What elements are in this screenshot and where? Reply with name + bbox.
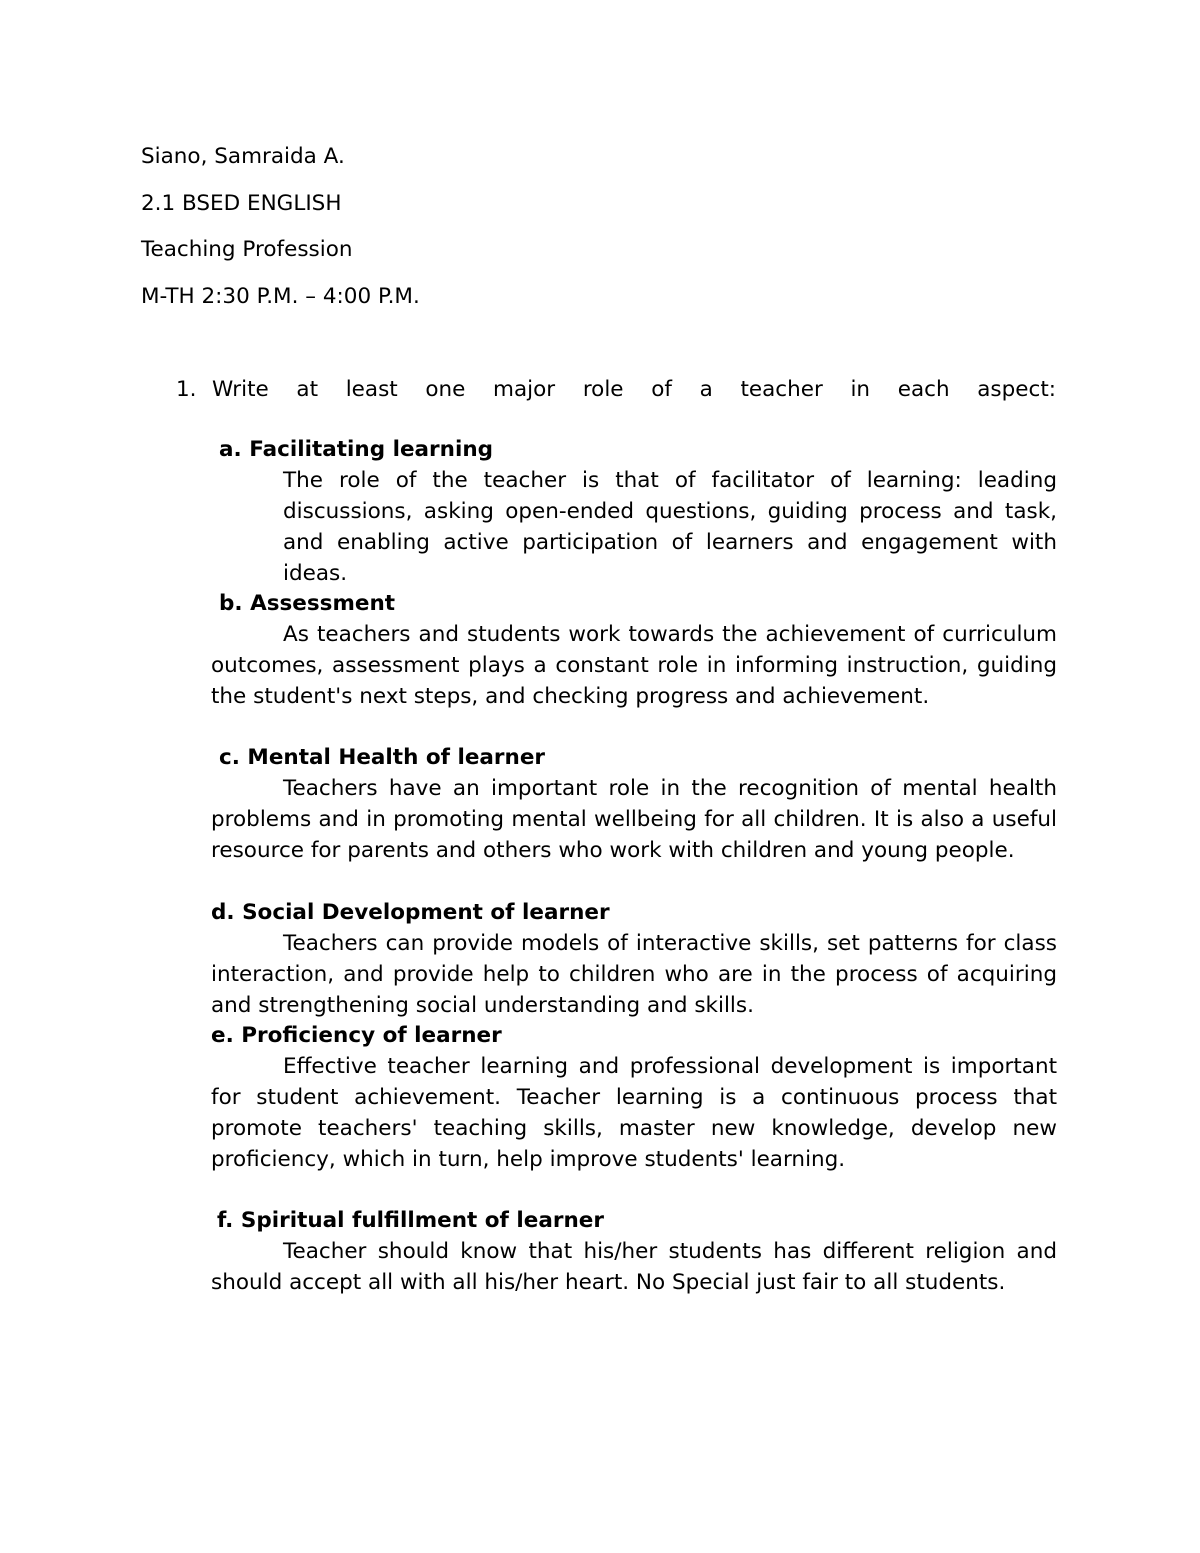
section-title: Assessment <box>250 591 396 616</box>
section-heading <box>211 1020 1057 1051</box>
section-spiritual-fulfillment <box>211 1205 1057 1298</box>
section-text: Teacher should know that his/her students has different religion and should accept all with all his/her heart. No Special just fair to all students. <box>211 1239 1057 1295</box>
section-heading <box>211 588 1057 619</box>
section-title: Spiritual fulfillment of learner <box>240 1208 604 1233</box>
section-text: Teachers have an important role in the recognition of mental health problems and in promoting mental wellbeing for all children. It is also a useful resource for parents and others who work with children and young people. <box>211 776 1057 863</box>
section-letter: c. <box>219 745 240 770</box>
question-number: 1. <box>176 377 197 402</box>
section-assessment <box>211 588 1057 712</box>
section-proficiency <box>211 1020 1057 1175</box>
section-mental-health <box>211 742 1057 866</box>
question-text: Write at least one major role of a teacher in each aspect: <box>212 377 1056 402</box>
section-facilitating-learning <box>211 434 1057 589</box>
section-letter: e. <box>211 1023 234 1048</box>
section-letter: f. <box>217 1208 234 1233</box>
section-text: The role of the teacher is that of facilitator of learning: leading discussions, asking open-ended questions, guiding process and task, and enabling active participation of learners and engagement with ideas. <box>283 468 1057 586</box>
section-heading <box>211 897 1057 928</box>
section-letter: b. <box>219 591 243 616</box>
subject-label: Teaching Profession <box>141 237 353 262</box>
section-letter: a. <box>219 437 242 462</box>
section-letter: d. <box>211 900 235 925</box>
section-title: Proficiency of learner <box>241 1023 502 1048</box>
section-text: Effective teacher learning and professional development is important for student achievement. Teacher learning is a continuous process that promote teachers' teaching skills, master new knowledge, develop new proficiency, which in turn, help improve students' learning. <box>211 1054 1057 1172</box>
section-text: As teachers and students work towards the achievement of curriculum outcomes, assessment plays a constant role in informing instruction, guiding the student's next steps, and checking progress and achievement. <box>211 622 1057 709</box>
section-heading <box>211 742 1057 773</box>
section-title: Facilitating learning <box>249 437 494 462</box>
section-heading <box>211 1205 1057 1236</box>
section-title: Social Development of learner <box>242 900 610 925</box>
section-heading <box>211 434 1057 465</box>
section-text: Teachers can provide models of interactive skills, set patterns for class interaction, and provide help to children who are in the process of acquiring and strengthening social understanding and skills. <box>211 931 1057 1018</box>
course-label: 2.1 BSED ENGLISH <box>141 191 342 216</box>
question-item <box>176 376 1056 404</box>
schedule-label: M-TH 2:30 P.M. – 4:00 P.M. <box>141 284 420 309</box>
student-name: Siano, Samraida A. <box>141 144 345 169</box>
section-social-development <box>211 897 1057 1021</box>
section-title: Mental Health of learner <box>247 745 546 770</box>
